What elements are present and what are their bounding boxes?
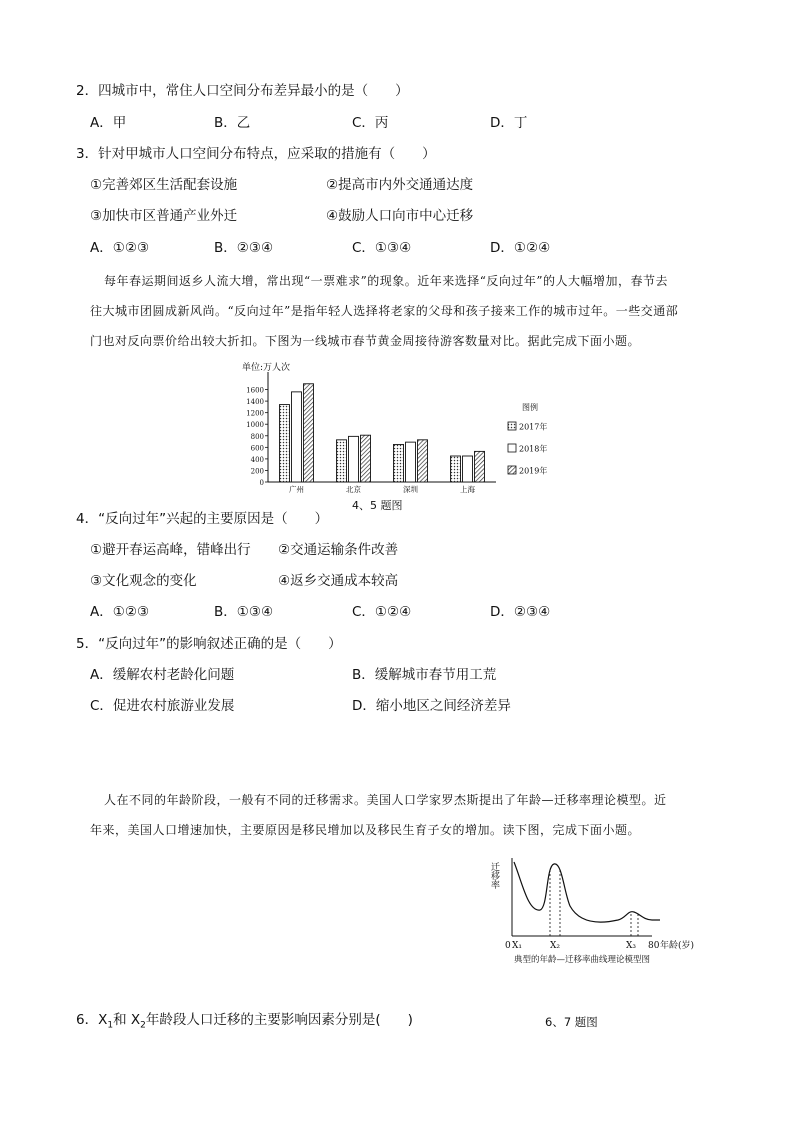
y-tick-label: 800: [250, 432, 264, 441]
y-tick-label: 1200: [246, 409, 264, 418]
q5-option-d[interactable]: D．缩小地区之间经济差异: [352, 698, 511, 714]
q4-option-c[interactable]: C．①②④: [352, 604, 412, 620]
y-tick-label: 0: [259, 479, 264, 487]
bar-2019年-广州: [304, 384, 314, 482]
tick-80: 80: [648, 941, 660, 951]
q4-item-2: ②交通运输条件改善: [278, 542, 399, 558]
q2-option-b[interactable]: B．乙: [214, 115, 251, 131]
q3-item-1: ①完善郊区生活配套设施: [90, 177, 238, 193]
legend-swatch: [508, 422, 516, 430]
q2-option-c[interactable]: C．丙: [352, 115, 389, 131]
q3-item-2: ②提高市内外交通通达度: [326, 177, 474, 193]
q6-stem-prefix: 6．X: [76, 1012, 108, 1028]
migration-curve-figure: [488, 852, 718, 970]
question-2-stem: 2．四城市中，常住人口空间分布差异最小的是（ ）: [76, 83, 409, 99]
figure-2-caption: 典型的年龄—迁移率曲线理论模型图: [514, 955, 651, 965]
bar-2019年-上海: [475, 451, 485, 482]
q2-option-a[interactable]: A．甲: [90, 115, 127, 131]
bar-2019年-北京: [361, 435, 371, 482]
q3-item-3: ③加快市区普通产业外迁: [90, 208, 238, 224]
legend-entry: 2017年: [519, 422, 548, 432]
q5-option-c[interactable]: C．促进农村旅游业发展: [90, 698, 235, 714]
legend-entry: 2018年: [519, 444, 548, 454]
bar-2018年-上海: [463, 456, 473, 482]
legend-swatch: [508, 444, 516, 452]
bar-2018年-广州: [292, 392, 302, 482]
y-tick-label: 1400: [246, 398, 264, 407]
tick-0: 0: [505, 941, 511, 951]
q4-option-a[interactable]: A．①②③: [90, 604, 150, 620]
q3-option-c[interactable]: C．①③④: [352, 240, 412, 256]
q6-stem-mid: 和 X: [113, 1012, 141, 1028]
legend-entry: 2019年: [519, 466, 548, 476]
tick-x2: X₂: [550, 941, 561, 951]
x-category-label: 上海: [460, 485, 475, 494]
passage-1-line-1: 每年春运期间返乡人流大增，常出现“一票难求”的现象。近年来选择“反向过年”的人大幅增加，春节去: [104, 274, 669, 288]
q3-item-4: ④鼓励人口向市中心迁移: [326, 208, 474, 224]
passage-2-line-1: 人在不同的年龄阶段，一般有不同的迁移需求。美国人口学家罗杰斯提出了年龄—迁移率理论模型。近: [104, 793, 667, 807]
x-category-label: 深圳: [403, 485, 418, 494]
bar-2019年-深圳: [418, 440, 428, 482]
q6-subscript-1: 1: [107, 1020, 114, 1031]
chart-unit-label: 单位:万人次: [242, 363, 291, 373]
question-3-stem: 3．针对甲城市人口空间分布特点，应采取的措施有（ ）: [76, 146, 436, 162]
q4-item-4: ④返乡交通成本较高: [278, 573, 399, 589]
legend-title: 图例: [522, 403, 538, 412]
x-axis-label: 年龄(岁): [660, 941, 695, 951]
bar-2017年-深圳: [394, 444, 404, 482]
question-5-stem: 5．“反向过年”的影响叙述正确的是（ ）: [76, 636, 342, 652]
passage-1-line-3: 门也对反向票价给出较大折扣。下图为一线城市春节黄金周接待游客数量对比。据此完成下面小题。: [90, 334, 641, 348]
q4-option-b[interactable]: B．①③④: [214, 604, 274, 620]
passage-1-line-2: 往大城市团圆成新风尚。“反向过年”是指年轻人选择将老家的父母和孩子接来工作的城市过年。一些交通部: [90, 304, 679, 318]
figure-1-caption: 4、5 题图: [352, 499, 403, 512]
q3-option-b[interactable]: B．②③④: [214, 240, 274, 256]
q4-option-d[interactable]: D．②③④: [490, 604, 551, 620]
q5-option-b[interactable]: B．缓解城市春节用工荒: [352, 667, 497, 683]
y-tick-label: 400: [250, 455, 264, 464]
bar-2017年-上海: [451, 456, 461, 482]
legend-swatch: [508, 466, 516, 474]
q6-subscript-2: 2: [140, 1020, 146, 1031]
bar-2017年-北京: [337, 440, 347, 482]
q6-stem-suffix: 年龄段人口迁移的主要影响因素分别是( ): [145, 1012, 413, 1028]
y-axis-label: 迁移率: [489, 862, 499, 889]
x-category-label: 广州: [289, 485, 304, 494]
q3-option-d[interactable]: D．①②④: [490, 240, 551, 256]
y-tick-label: 1000: [246, 421, 264, 430]
x-category-label: 北京: [346, 485, 361, 494]
tourist-bar-chart: [240, 360, 570, 512]
q5-option-a[interactable]: A．缓解农村老龄化问题: [90, 667, 235, 683]
y-tick-label: 200: [250, 467, 264, 476]
figure-2-label: 6、7 题图: [545, 1015, 598, 1029]
y-tick-label: 1600: [246, 386, 264, 395]
y-tick-label: 600: [250, 444, 264, 453]
tick-x3: X₃: [626, 941, 637, 951]
q4-item-3: ③文化观念的变化: [90, 573, 197, 589]
q3-option-a[interactable]: A．①②③: [90, 240, 150, 256]
bar-2018年-深圳: [406, 442, 416, 482]
q4-item-1: ①避开春运高峰，错峰出行: [90, 542, 251, 558]
question-4-stem: 4．“反向过年”兴起的主要原因是（ ）: [76, 511, 329, 527]
bar-2018年-北京: [349, 436, 359, 482]
passage-2-line-2: 年来，美国人口增速加快，主要原因是移民增加以及移民生育子女的增加。读下图，完成下面小题。: [90, 823, 641, 837]
question-6-stem: [76, 1011, 413, 1035]
bar-2017年-广州: [280, 405, 290, 482]
migration-curve: [514, 862, 660, 922]
q2-option-d[interactable]: D．丁: [490, 115, 528, 131]
tick-x1: X₁: [512, 941, 523, 951]
